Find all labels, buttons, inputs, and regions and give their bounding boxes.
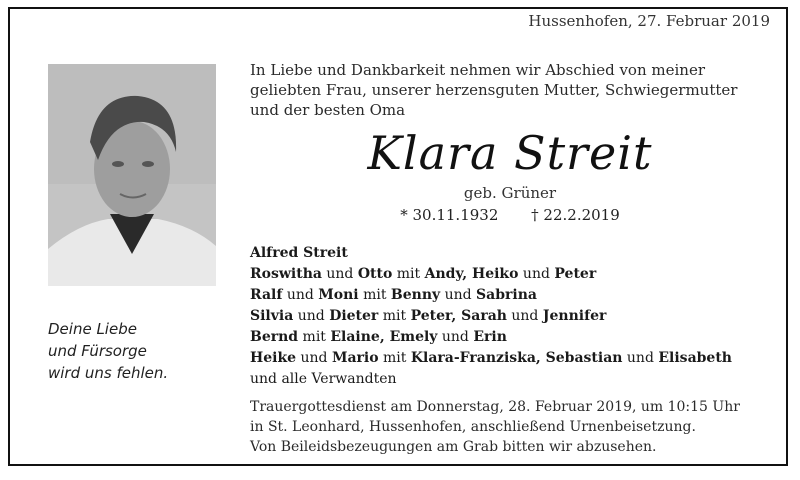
family-name: Otto <box>357 266 393 282</box>
connector: und <box>622 350 659 366</box>
intro-line: In Liebe und Dankbarkeit nehmen wir Abschied von meiner <box>250 61 706 79</box>
connector: und <box>440 287 477 303</box>
family-name: Alfred Streit <box>250 245 348 261</box>
family-list <box>250 243 780 390</box>
family-name: Klara-Franziska, Sebastian <box>410 350 623 366</box>
service-line: in St. Leonhard, Hussenhofen, anschließend Urnenbeisetzung. <box>250 419 696 435</box>
family-name: Sabrina <box>476 287 537 303</box>
family-name: Peter, Sarah <box>410 308 507 324</box>
family-name: Elisabeth <box>658 350 732 366</box>
family-line <box>250 243 780 264</box>
connector: und <box>282 287 319 303</box>
family-name: Heike <box>250 350 297 366</box>
connector: und <box>518 266 555 282</box>
family-name: Andy, Heiko <box>424 266 519 282</box>
connector: mit <box>298 329 331 345</box>
family-line <box>250 306 780 327</box>
maiden-name: geb. Grüner <box>463 184 557 202</box>
connector: und <box>506 308 543 324</box>
intro-text <box>250 60 770 120</box>
birth-date: * 30.11.1932 <box>400 206 499 224</box>
death-date: † 22.2.2019 <box>531 206 620 224</box>
family-line <box>250 327 780 348</box>
connector: und <box>321 266 358 282</box>
family-line <box>250 348 780 369</box>
family-name: Bernd <box>250 329 299 345</box>
connector: mit <box>378 308 411 324</box>
service-info <box>250 397 780 457</box>
family-name: Jennifer <box>542 308 607 324</box>
connector: mit <box>392 266 425 282</box>
place-date: Hussenhofen, 27. Februar 2019 <box>528 12 770 30</box>
family-name: Elaine, Emely <box>330 329 438 345</box>
quote-line: und Fürsorge <box>48 342 147 360</box>
family-name: Benny <box>390 287 441 303</box>
family-line <box>250 264 780 285</box>
family-line <box>250 285 780 306</box>
family-name: Erin <box>473 329 507 345</box>
family-name: Roswitha <box>250 266 322 282</box>
connector: und <box>296 350 332 366</box>
intro-line: und der besten Oma <box>250 101 406 119</box>
intro-line: geliebten Frau, unserer herzensguten Mutter, Schwiegermutter <box>250 81 738 99</box>
deceased-name: Klara Streit <box>367 126 653 180</box>
service-line: Von Beileidsbezeugungen am Grab bitten wir abzusehen. <box>250 439 657 455</box>
family-name: Peter <box>554 266 597 282</box>
connector: und <box>293 308 330 324</box>
connector: mit <box>358 287 391 303</box>
family-name: Moni <box>318 287 359 303</box>
service-line: Trauergottesdienst am Donnerstag, 28. Februar 2019, um 10:15 Uhr <box>250 399 740 415</box>
quote-line: wird uns fehlen. <box>48 364 169 382</box>
portrait-photo <box>48 64 216 286</box>
family-name: Ralf <box>250 287 283 303</box>
connector: mit <box>378 350 411 366</box>
family-line: und alle Verwandten <box>250 371 397 387</box>
quote <box>48 318 168 384</box>
quote-line: Deine Liebe <box>48 320 137 338</box>
family-name: Dieter <box>329 308 379 324</box>
family-name: Mario <box>331 350 379 366</box>
life-dates <box>250 206 770 224</box>
family-name: Silvia <box>250 308 294 324</box>
connector: und <box>437 329 474 345</box>
